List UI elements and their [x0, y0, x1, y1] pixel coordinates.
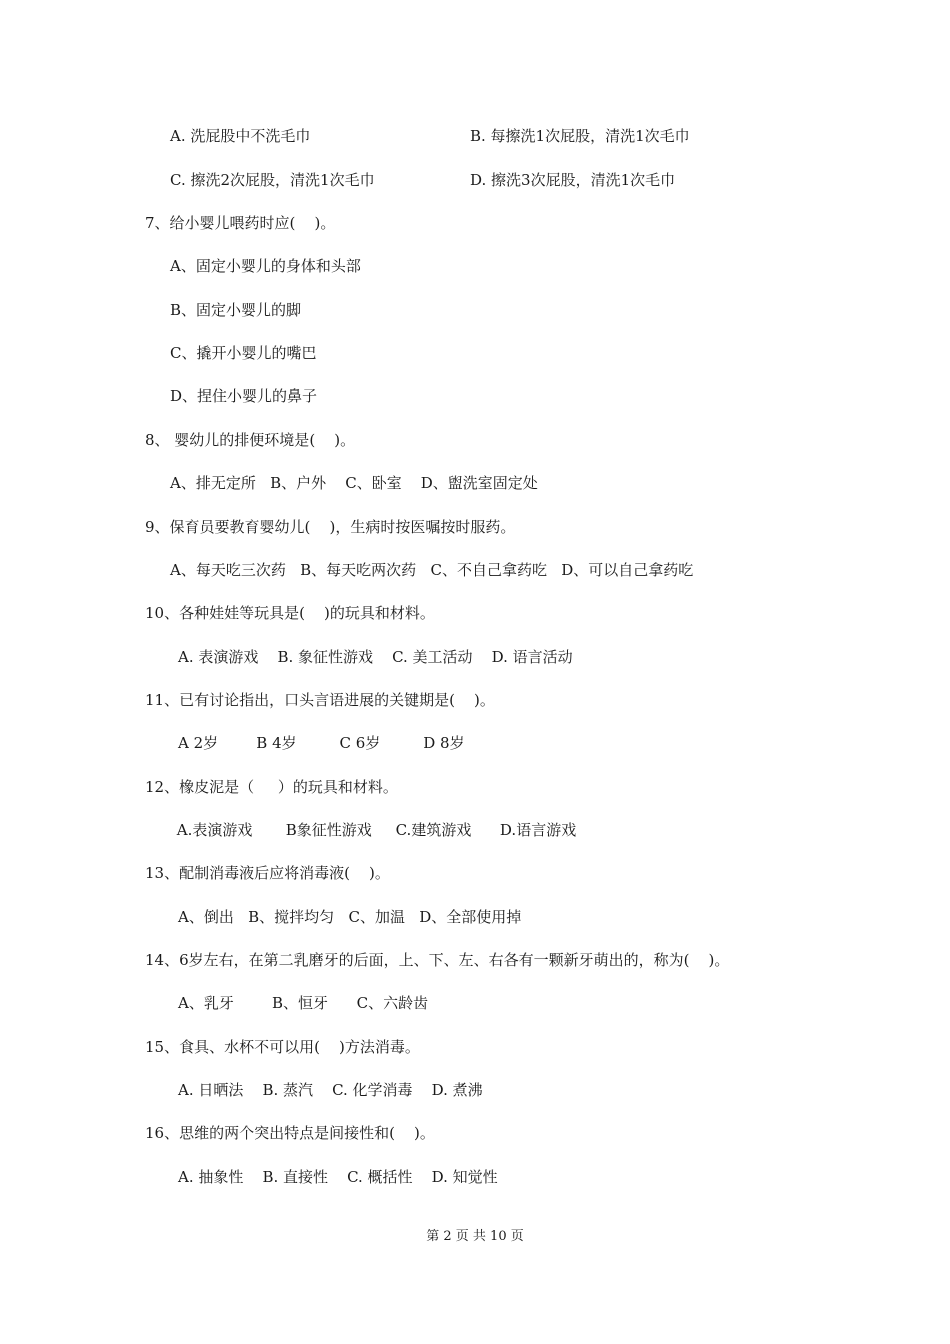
question-15: 15、食具、水杯不可以用( )方法消毒。 — [145, 1038, 420, 1056]
page-footer: 第 2 页 共 10 页 — [426, 1229, 524, 1244]
q7-option-b: B、固定小婴儿的脚 — [170, 301, 302, 319]
q7-option-a: A、固定小婴儿的身体和头部 — [170, 257, 361, 275]
question-8: 8、 婴幼儿的排便环境是( )。 — [145, 431, 356, 449]
question-11: 11、已有讨论指出，口头言语进展的关键期是( )。 — [145, 691, 495, 709]
q15-options: A. 日晒法 B. 蒸汽 C. 化学消毒 D. 煮沸 — [178, 1081, 483, 1099]
q14-options: A、乳牙 B、恒牙 C、六龄齿 — [178, 994, 429, 1012]
question-7: 7、给小婴儿喂药时应( )。 — [145, 214, 336, 232]
q7-option-c: C、撬开小婴儿的嘴巴 — [170, 344, 317, 362]
q16-options: A. 抽象性 B. 直接性 C. 概括性 D. 知觉性 — [178, 1168, 498, 1186]
q6-option-c: C. 擦洗2次屁股，清洗1次毛巾 — [170, 171, 375, 189]
q7-option-d: D、捏住小婴儿的鼻子 — [170, 387, 318, 405]
q6-option-a: A. 洗屁股中不洗毛巾 — [170, 127, 311, 145]
question-9: 9、保育员要教育婴幼儿( )，生病时按医嘱按时服药。 — [145, 518, 516, 536]
q12-options: A.表演游戏 B象征性游戏 C.建筑游戏 D.语言游戏 — [172, 821, 577, 839]
q8-options: A、排无定所 B、户外 C、卧室 D、盥洗室固定处 — [170, 474, 538, 492]
question-13: 13、配制消毒液后应将消毒液( )。 — [145, 864, 390, 882]
q6-option-d: D. 擦洗3次屁股，清洗1次毛巾 — [470, 171, 676, 189]
question-16: 16、思维的两个突出特点是间接性和( )。 — [145, 1124, 435, 1142]
q10-options: A. 表演游戏 B. 象征性游戏 C. 美工活动 D. 语言活动 — [178, 648, 573, 666]
q6-option-b: B. 每擦洗1次屁股，清洗1次毛巾 — [470, 127, 690, 145]
question-14: 14、6岁左右，在第二乳磨牙的后面，上、下、左、右各有一颗新牙萌出的，称为( )。 — [145, 951, 730, 969]
question-10: 10、各种娃娃等玩具是( )的玩具和材料。 — [145, 604, 435, 622]
q11-options: A 2岁 B 4岁 C 6岁 D 8岁 — [178, 734, 465, 752]
q9-options: A、每天吃三次药 B、每天吃两次药 C、不自己拿药吃 D、可以自己拿药吃 — [170, 561, 694, 579]
q13-options: A、倒出 B、搅拌均匀 C、加温 D、全部使用掉 — [178, 908, 522, 926]
question-12: 12、橡皮泥是（ ）的玩具和材料。 — [145, 778, 398, 796]
